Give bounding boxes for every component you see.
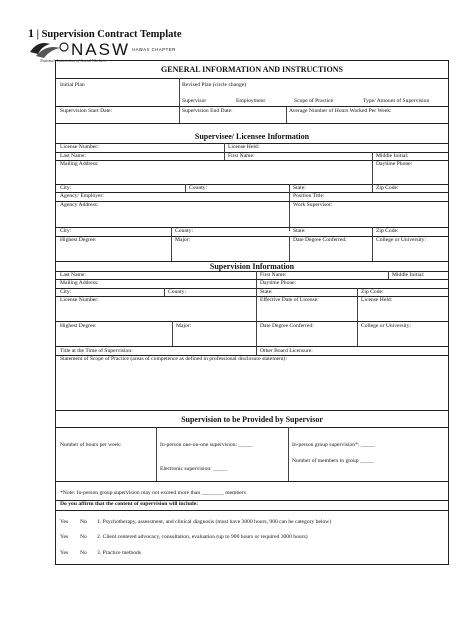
work-supervisor-field[interactable]: Work Supervisor: xyxy=(293,202,333,208)
item3-text: 3. Practice methods xyxy=(97,550,141,556)
divider xyxy=(289,236,290,261)
divider xyxy=(56,123,448,124)
supervisor-county[interactable]: County: xyxy=(168,289,187,295)
logo-wordmark: NASW xyxy=(71,40,130,59)
supervisee-heading: Supervisee/ Licensee Information xyxy=(194,132,310,141)
divider xyxy=(185,184,186,192)
agency-zip[interactable]: Zip Code: xyxy=(376,228,399,234)
supervisee-county[interactable]: County: xyxy=(189,185,208,191)
item1-no[interactable]: No xyxy=(80,519,87,525)
item2-yes[interactable]: Yes xyxy=(60,534,69,540)
divider xyxy=(156,427,157,481)
one-on-one-field[interactable]: In-person one-on-one supervision: _____ xyxy=(160,442,253,448)
supervisor-license-number[interactable]: License Number: xyxy=(60,297,99,303)
divider xyxy=(256,288,257,296)
item2-no[interactable]: No xyxy=(80,534,87,540)
supervisee-date-conferred[interactable]: Date Degree Conferred: xyxy=(293,237,347,243)
supervisee-state[interactable]: State: xyxy=(293,185,306,191)
item3-yes[interactable]: Yes xyxy=(60,550,69,556)
divider xyxy=(357,288,358,296)
supervisee-last-name[interactable]: Last Name: xyxy=(60,153,86,159)
scope-statement-field[interactable]: Statement of Scope of Practice (areas of competence as defined in professional disclosure statement): xyxy=(60,356,287,362)
divider xyxy=(372,184,373,192)
divider xyxy=(172,321,173,346)
divider xyxy=(56,481,448,482)
group-supervision-field[interactable]: In-person group supervision*: _____ xyxy=(292,442,375,448)
supervisee-middle-initial[interactable]: Middle Initial: xyxy=(376,153,409,159)
change-scope[interactable]: Scope of Practice xyxy=(294,98,334,104)
supervisor-first-name[interactable]: First Name: xyxy=(260,272,287,278)
supervisee-daytime-phone[interactable]: Daytime Phone: xyxy=(376,161,413,167)
divider xyxy=(224,143,225,160)
divider xyxy=(286,107,287,123)
supervisor-major[interactable]: Major: xyxy=(176,323,192,329)
supervisor-zip[interactable]: Zip Code: xyxy=(361,289,384,295)
change-supervisor[interactable]: Supervisor xyxy=(182,98,207,104)
divider xyxy=(56,288,448,289)
divider xyxy=(56,192,448,193)
divider xyxy=(388,271,389,279)
supervisor-city[interactable]: City: xyxy=(60,289,72,295)
supervision-info-heading: Supervision Information xyxy=(209,262,295,271)
divider xyxy=(372,160,373,184)
item1-yes[interactable]: Yes xyxy=(60,519,69,525)
divider xyxy=(179,78,180,123)
item2-text: 2. Client centered advocacy, consultation, evaluation (up to 900 hours or required 3000 hours) xyxy=(97,534,308,540)
divider xyxy=(289,184,290,192)
affirm-question: Do you affirm that the content of supervision will include: xyxy=(60,501,199,507)
supervisee-highest-degree[interactable]: Highest Degree: xyxy=(60,237,97,243)
divider xyxy=(56,201,448,202)
divider xyxy=(56,78,448,79)
divider xyxy=(56,346,448,347)
supervisee-mailing-address[interactable]: Mailing Address: xyxy=(60,161,99,167)
logo-tagline: National Association of Social Workers xyxy=(40,58,106,63)
supervisee-license-number[interactable]: License Number: xyxy=(60,144,99,150)
supervisee-first-name[interactable]: First Name: xyxy=(228,153,255,159)
supervisor-mailing-address[interactable]: Mailing Address: xyxy=(60,280,99,286)
supervisor-daytime-phone[interactable]: Daytime Phone: xyxy=(260,280,297,286)
supervisor-state[interactable]: State: xyxy=(260,289,273,295)
change-type-amount[interactable]: Type/ Amount of Supervision xyxy=(363,98,430,104)
group-note: *Note: In-person group supervision may not exceed more than ________ members xyxy=(60,490,246,496)
nasw-logo xyxy=(28,38,198,62)
agency-county[interactable]: County: xyxy=(175,228,194,234)
supervisor-effective-date[interactable]: Effective Date of License: xyxy=(260,297,319,303)
divider xyxy=(256,346,257,355)
page-number: 1 xyxy=(28,26,34,40)
divider xyxy=(56,410,448,411)
supervisee-major[interactable]: Major: xyxy=(175,237,191,243)
divider xyxy=(56,106,448,107)
agency-state[interactable]: State: xyxy=(293,228,306,234)
supervisee-license-held[interactable]: License Held: xyxy=(228,144,260,150)
supervisor-title[interactable]: Title at the Time of Supervision: xyxy=(60,348,133,354)
divider xyxy=(164,288,165,296)
agency-address-field[interactable]: Agency Address: xyxy=(60,202,99,208)
supervisor-last-name[interactable]: Last Name: xyxy=(60,272,86,278)
general-heading: GENERAL INFORMATION AND INSTRUCTIONS xyxy=(161,65,343,74)
end-date-field[interactable]: Supervision End Date: xyxy=(182,108,233,114)
supervisor-highest-degree[interactable]: Highest Degree: xyxy=(60,323,97,329)
supervisor-college[interactable]: College or University: xyxy=(361,323,412,329)
divider xyxy=(171,227,172,261)
item1-text: 1. Psychotherapy, assessment, and clinical diagnosis (must have 3000 hours, 900 can be category below) xyxy=(97,519,332,525)
agency-employer-field[interactable]: Agency/ Employer: xyxy=(60,193,104,199)
supervisor-license-held[interactable]: License Held: xyxy=(361,297,393,303)
start-date-field[interactable]: Supervision Start Date: xyxy=(60,108,113,114)
avg-hours-field[interactable]: Average Number of Hours Worked Per Week: xyxy=(289,108,392,114)
divider xyxy=(372,152,373,160)
logo-chapter: HAWAII CHAPTER xyxy=(132,47,176,52)
divider xyxy=(56,510,448,511)
group-members-field[interactable]: Number of members in group _____ xyxy=(292,458,374,464)
supervisor-middle-initial[interactable]: Middle Initial: xyxy=(392,272,425,278)
divider xyxy=(56,321,448,322)
item3-no[interactable]: No xyxy=(80,550,87,556)
divider xyxy=(56,279,448,280)
contract-form xyxy=(55,60,449,565)
divider xyxy=(56,271,448,272)
provided-heading: Supervision to be Provided by Supervisor xyxy=(181,415,323,424)
initial-plan-label[interactable]: Initial Plan xyxy=(60,82,85,88)
revised-plan-label[interactable]: Revised Plan (circle change) xyxy=(182,82,247,88)
nasw-logo-icon xyxy=(28,38,70,60)
supervisee-zip[interactable]: Zip Code: xyxy=(376,185,399,191)
hours-per-week-field[interactable]: Number of hours per week: xyxy=(60,442,122,448)
divider xyxy=(288,427,289,481)
title-separator: | xyxy=(36,29,39,40)
title-text: Supervision Contract Template xyxy=(41,29,182,40)
supervisee-college[interactable]: College or University: xyxy=(376,237,427,243)
agency-city[interactable]: City: xyxy=(60,228,72,234)
divider xyxy=(372,227,373,261)
position-title-field[interactable]: Position Title: xyxy=(293,193,325,199)
divider xyxy=(289,192,290,231)
change-employment[interactable]: Employment xyxy=(236,98,265,104)
supervisor-other-board[interactable]: Other Board Licensure: xyxy=(260,348,313,354)
supervisee-city[interactable]: City: xyxy=(60,185,72,191)
supervisor-date-conferred[interactable]: Date Degree Conferred: xyxy=(260,323,314,329)
electronic-supervision-field[interactable]: Electronic supervision: _____ xyxy=(160,466,228,472)
divider xyxy=(56,427,448,428)
